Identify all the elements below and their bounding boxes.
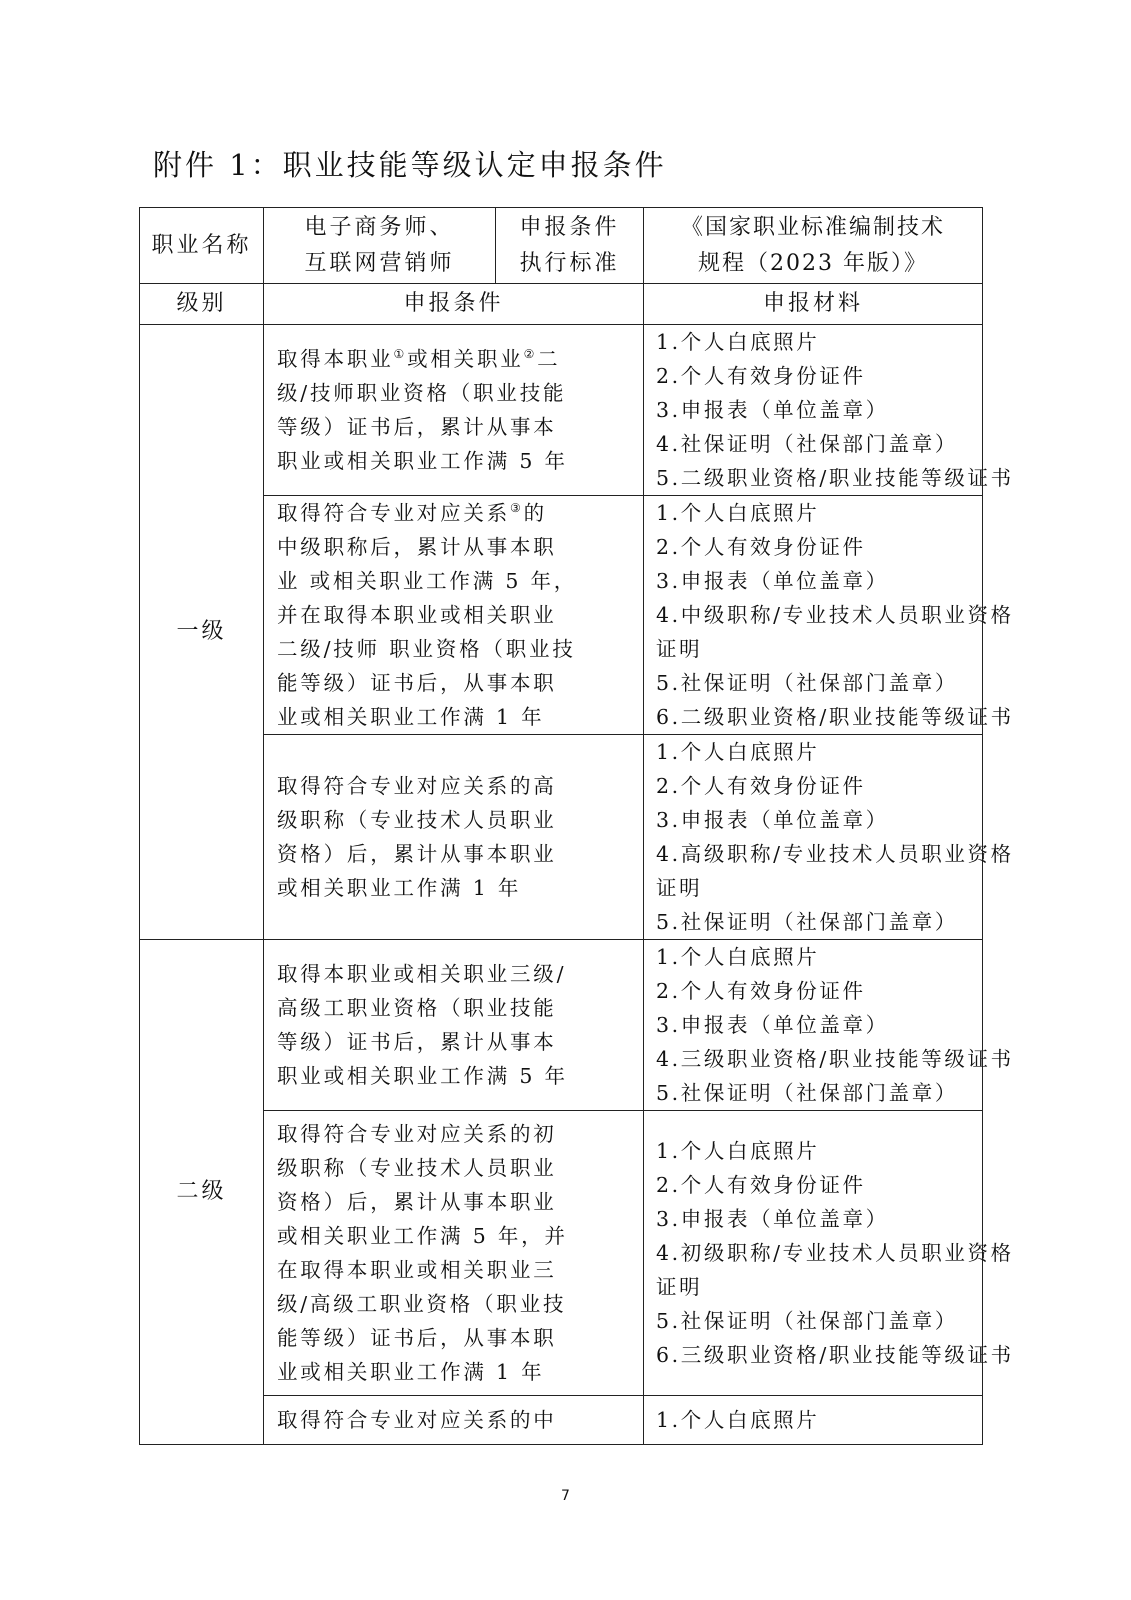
- material-item: 证明: [656, 876, 703, 900]
- material-item: 5.二级职业资格/职业技能等级证书: [656, 466, 1014, 490]
- material-item: 6.三级职业资格/职业技能等级证书: [656, 1343, 1014, 1367]
- condition-cell: [264, 940, 644, 1111]
- table-row: [140, 940, 983, 1111]
- footnote-marker: ③: [510, 501, 524, 516]
- material-item: 1.个人白底照片: [656, 1408, 820, 1432]
- condition-cell: [264, 496, 644, 735]
- condition-line: 取得符合专业对应关系③的: [277, 501, 547, 525]
- condition-line: 等级）证书后，累计从事本: [277, 415, 557, 439]
- condition-line: 职业或相关职业工作满 5 年: [277, 449, 568, 473]
- material-item: 4.社保证明（社保部门盖章）: [656, 432, 958, 456]
- col-header-level: 级别: [140, 284, 264, 325]
- condition-line: 或相关职业工作满 5 年，并: [277, 1224, 568, 1248]
- table-row: [140, 1396, 983, 1445]
- condition-line: 级/高级工职业资格（职业技: [277, 1292, 567, 1316]
- material-item: 1.个人白底照片: [656, 740, 820, 764]
- level-cell-2: 二级: [140, 940, 264, 1445]
- condition-line: 取得本职业或相关职业三级/: [277, 962, 567, 986]
- material-item: 3.申报表（单位盖章）: [656, 1013, 889, 1037]
- materials-cell: [644, 1111, 1014, 1396]
- materials-cell: [644, 1396, 983, 1445]
- material-item: 2.个人有效身份证件: [656, 535, 866, 559]
- condition-line: 高级工职业资格（职业技能: [277, 996, 557, 1020]
- page-title: 附件 1：职业技能等级认定申报条件: [153, 148, 667, 182]
- condition-line: 等级）证书后，累计从事本: [277, 1030, 557, 1054]
- condition-cell: [264, 325, 644, 496]
- footnote-marker: ①: [393, 347, 408, 362]
- condition-line: 取得本职业①或相关职业②二: [277, 347, 561, 371]
- material-item: 5.社保证明（社保部门盖章）: [656, 1309, 958, 1333]
- material-item: 5.社保证明（社保部门盖章）: [656, 910, 958, 934]
- material-item: 3.申报表（单位盖章）: [656, 808, 889, 832]
- condition-line: 并在取得本职业或相关职业: [277, 603, 557, 627]
- materials-cell: [644, 940, 1014, 1111]
- condition-line: 取得符合专业对应关系的高: [277, 774, 557, 798]
- condition-line: 资格）后，累计从事本职业: [277, 842, 557, 866]
- material-item: 2.个人有效身份证件: [656, 774, 866, 798]
- material-item: 3.申报表（单位盖章）: [656, 569, 889, 593]
- table-row: [140, 496, 983, 735]
- material-item: 3.申报表（单位盖章）: [656, 398, 889, 422]
- material-item: 4.中级职称/专业技术人员职业资格: [656, 603, 1014, 627]
- material-item: 6.二级职业资格/职业技能等级证书: [656, 705, 1014, 729]
- occupation-value: [264, 208, 496, 284]
- materials-cell: [644, 735, 1014, 940]
- condition-line: 级职称（专业技术人员职业: [277, 808, 557, 832]
- header-row: [140, 208, 983, 284]
- condition-line: 级/技师职业资格（职业技能: [277, 381, 567, 405]
- material-item: 4.初级职称/专业技术人员职业资格: [656, 1241, 1014, 1265]
- material-item: 1.个人白底照片: [656, 501, 820, 525]
- footnote-marker: ②: [523, 347, 538, 362]
- standard-line-1: 《国家职业标准编制技术: [681, 214, 946, 240]
- condition-line: 能等级）证书后，从事本职: [277, 671, 557, 695]
- level-cell-1: 一级: [140, 325, 264, 940]
- condition-cell: [264, 1396, 644, 1445]
- col-header-materials: 申报材料: [644, 284, 983, 325]
- material-item: 5.社保证明（社保部门盖章）: [656, 1081, 958, 1105]
- material-item: 2.个人有效身份证件: [656, 1173, 866, 1197]
- page-number: 7: [561, 1488, 570, 1504]
- table-row: [140, 735, 983, 940]
- standard-value: [644, 208, 983, 284]
- material-item: 证明: [656, 1275, 703, 1299]
- materials-cell: [644, 496, 1014, 735]
- condition-line: 取得符合专业对应关系的初: [277, 1122, 557, 1146]
- standard-line-2: 规程（2023 年版）》: [698, 250, 928, 276]
- occupation-name-label: 职业名称: [140, 208, 264, 284]
- material-item: 1.个人白底照片: [656, 330, 820, 354]
- column-header-row: [140, 284, 983, 325]
- condition-line: 级职称（专业技术人员职业: [277, 1156, 557, 1180]
- condition-line: 或相关职业工作满 1 年: [277, 876, 522, 900]
- condition-line: 职业或相关职业工作满 5 年: [277, 1064, 568, 1088]
- standard-label: [496, 208, 644, 284]
- material-item: 证明: [656, 637, 703, 661]
- condition-line: 业 或相关职业工作满 5 年，: [277, 569, 578, 593]
- col-header-conditions: 申报条件: [264, 284, 644, 325]
- condition-line: 取得符合专业对应关系的中: [277, 1408, 557, 1432]
- condition-line: 能等级）证书后，从事本职: [277, 1326, 557, 1350]
- material-item: 2.个人有效身份证件: [656, 979, 866, 1003]
- condition-cell: [264, 735, 644, 940]
- condition-line: 业或相关职业工作满 1 年: [277, 1360, 545, 1384]
- standard-label-line-1: 申报条件: [519, 214, 620, 240]
- material-item: 4.高级职称/专业技术人员职业资格: [656, 842, 1014, 866]
- table-row: [140, 325, 983, 496]
- table-row: [140, 1111, 983, 1396]
- condition-line: 中级职称后，累计从事本职: [277, 535, 557, 559]
- condition-line: 在取得本职业或相关职业三: [277, 1258, 557, 1282]
- standard-label-line-2: 执行标准: [519, 250, 620, 276]
- occupation-line-2: 互联网营销师: [304, 250, 455, 276]
- material-item: 2.个人有效身份证件: [656, 364, 866, 388]
- occupation-line-1: 电子商务师、: [304, 214, 455, 240]
- material-item: 3.申报表（单位盖章）: [656, 1207, 889, 1231]
- material-item: 1.个人白底照片: [656, 1139, 820, 1163]
- requirements-table: [139, 207, 1014, 1445]
- materials-cell: [644, 325, 1014, 496]
- condition-line: 资格）后，累计从事本职业: [277, 1190, 557, 1214]
- material-item: 5.社保证明（社保部门盖章）: [656, 671, 958, 695]
- condition-line: 二级/技师 职业资格（职业技: [277, 637, 576, 661]
- material-item: 1.个人白底照片: [656, 945, 820, 969]
- condition-line: 业或相关职业工作满 1 年: [277, 705, 545, 729]
- condition-cell: [264, 1111, 644, 1396]
- material-item: 4.三级职业资格/职业技能等级证书: [656, 1047, 1014, 1071]
